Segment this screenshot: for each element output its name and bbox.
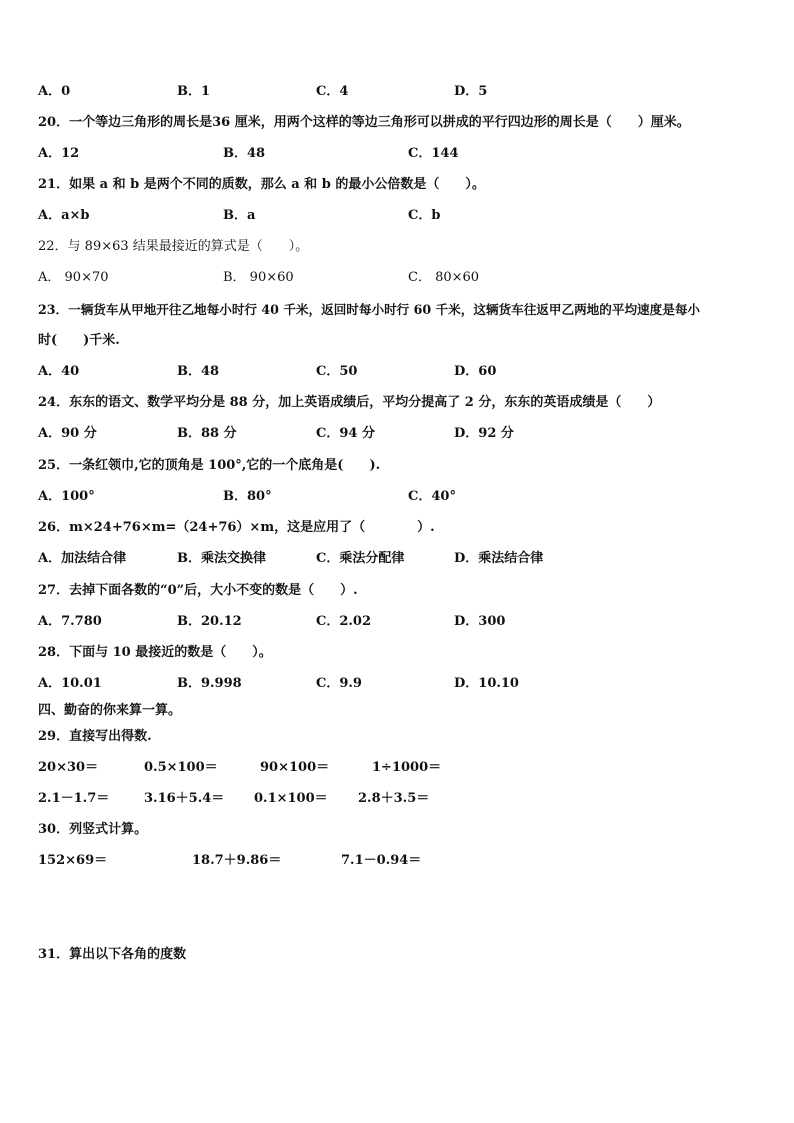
q21-option-c: C．b [408, 208, 441, 223]
q23-stem-line1: 23．一辆货车从甲地开往乙地每小时行 40 千米，返回时每小时行 60 千米，这辆货车往返甲乙两地的平均速度是每小 [38, 302, 701, 317]
q23-option-c: C．50 [316, 364, 358, 379]
q24-option-c: C．94 分 [316, 426, 375, 441]
q29-item: 0.5×100＝ [144, 760, 218, 775]
q20-option-c: C．144 [408, 146, 459, 161]
q20-stem: 20．一个等边三角形的周长是36 厘米，用两个这样的等边三角形可以拼成的平行四边形的周长是（ ）厘米。 [38, 115, 690, 130]
q22-stem: 22．与 89×63 结果最接近的算式是（ ）。 [38, 239, 309, 254]
section-title: 四、勤奋的你来算一算。 [38, 703, 182, 718]
q30-item: 152×69＝ [38, 853, 108, 868]
q26-option-d: D．乘法结合律 [454, 551, 544, 566]
q23-option-b: B．48 [177, 364, 220, 379]
q29-item: 2.8＋3.5＝ [358, 791, 430, 806]
q30-stem: 30．列竖式计算。 [38, 822, 148, 837]
q29-item: 0.1×100＝ [254, 791, 328, 806]
q21-stem: 21．如果 a 和 b 是两个不同的质数，那么 a 和 b 的最小公倍数是（ ）。 [38, 177, 485, 192]
q25-option-a: A．100° [38, 489, 95, 504]
q22-option-a: A． 90×70 [38, 270, 109, 285]
q29-item: 1÷1000＝ [372, 760, 442, 775]
q24-option-d: D．92 分 [454, 426, 514, 441]
q26-option-c: C．乘法分配律 [316, 551, 405, 566]
q26-option-b: B．乘法交换律 [177, 551, 266, 566]
q20-option-b: B．48 [223, 146, 266, 161]
q19-option-c: C．4 [316, 84, 349, 99]
q25-stem: 25．一条红领巾,它的顶角是 100°,它的一个底角是( ). [38, 458, 381, 473]
q22-option-b: B． 90×60 [223, 270, 294, 285]
q19-option-b: B．1 [177, 84, 211, 99]
q22-option-c: C． 80×60 [408, 270, 480, 285]
q23-option-d: D．60 [454, 364, 497, 379]
q29-item: 2.1－1.7＝ [38, 791, 110, 806]
q19-option-a: A．0 [38, 84, 71, 99]
q30-item: 18.7＋9.86＝ [192, 853, 282, 868]
q30-item: 7.1－0.94＝ [341, 853, 422, 868]
q24-option-b: B．88 分 [177, 426, 237, 441]
q28-option-b: B．9.998 [177, 676, 242, 691]
q27-option-b: B．20.12 [177, 614, 242, 629]
q26-stem: 26．m×24+76×m=（24+76）×m，这是应用了（ ）. [38, 520, 435, 535]
q28-option-c: C．9.9 [316, 676, 362, 691]
q29-item: 90×100＝ [260, 760, 330, 775]
q29-item: 20×30＝ [38, 760, 99, 775]
q25-option-b: B．80° [223, 489, 272, 504]
q19-option-d: D．5 [454, 84, 488, 99]
q28-stem: 28．下面与 10 最接近的数是（ ）。 [38, 645, 272, 660]
q31-stem: 31．算出以下各角的度数 [38, 947, 187, 962]
q24-option-a: A．90 分 [38, 426, 97, 441]
q28-option-a: A．10.01 [38, 676, 102, 691]
q20-option-a: A．12 [38, 146, 80, 161]
q21-option-b: B．a [223, 208, 256, 223]
q27-stem: 27．去掉下面各数的“0”后，大小不变的数是（ ）. [38, 583, 358, 598]
q27-option-c: C．2.02 [316, 614, 372, 629]
q29-item: 3.16＋5.4＝ [144, 791, 225, 806]
q25-option-c: C．40° [408, 489, 456, 504]
q27-option-a: A．7.780 [38, 614, 102, 629]
q23-stem-line2: 时( )千米. [38, 333, 120, 348]
q23-option-a: A．40 [38, 364, 80, 379]
q21-option-a: A．a×b [38, 208, 90, 223]
q28-option-d: D．10.10 [454, 676, 519, 691]
q29-stem: 29．直接写出得数. [38, 729, 152, 744]
q24-stem: 24．东东的语文、数学平均分是 88 分，加上英语成绩后，平均分提高了 2 分，东东的英语成绩是（ ） [38, 395, 661, 410]
q26-option-a: A．加法结合律 [38, 551, 127, 566]
q27-option-d: D．300 [454, 614, 506, 629]
